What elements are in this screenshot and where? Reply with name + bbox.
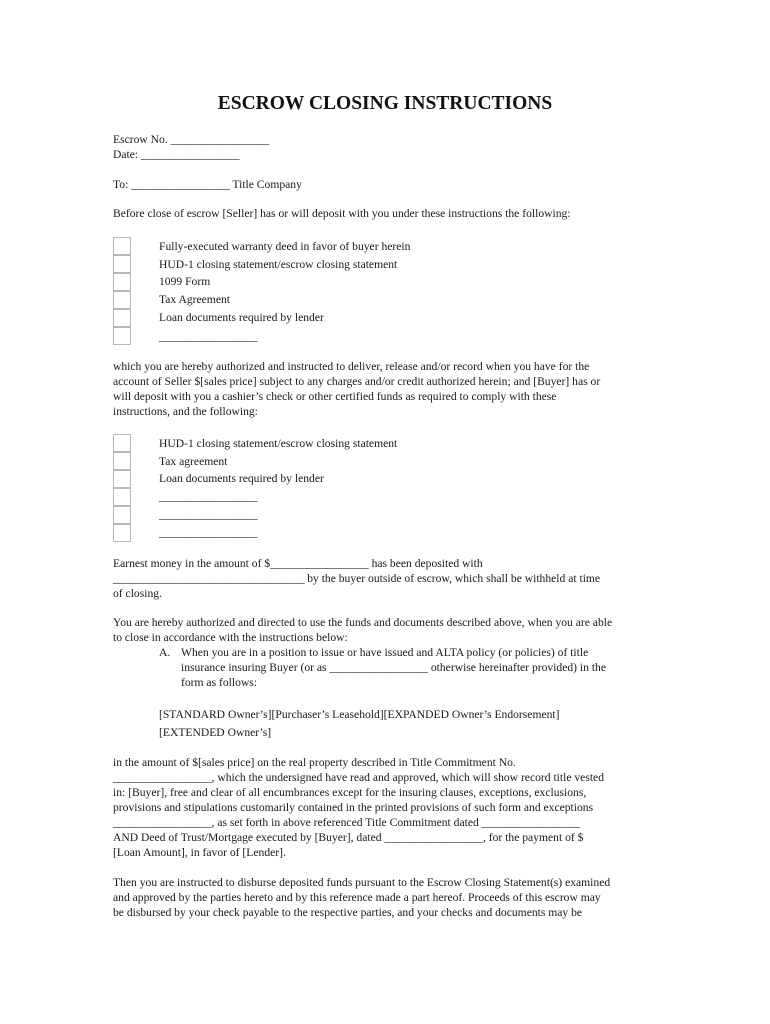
paragraph-line: AND Deed of Trust/Mortgage executed by [Buyer], dated _________________, for the payment of $ — [113, 831, 584, 844]
paragraph-line: in the amount of $[sales price] on the real property described in Title Commitment No. — [113, 756, 516, 769]
checklist-item-label: _________________ — [159, 508, 258, 521]
paragraph-line: and approved by the parties hereto and by this reference made a part hereof. Proceeds of this escrow may — [113, 891, 601, 904]
paragraph-line: which you are hereby authorized and instructed to deliver, release and/or record when you have for the — [113, 360, 590, 373]
paragraph-line: When you are in a position to issue or have issued and ALTA policy (or policies) of title — [181, 646, 589, 659]
checkbox[interactable] — [113, 434, 131, 452]
checklist-item-label: Tax Agreement — [159, 293, 230, 306]
amount-paragraph — [113, 755, 604, 860]
paragraph-line: provisions and stipulations customarily contained in the printed provisions of such form and exceptions — [113, 801, 594, 814]
intro-paragraph: Before close of escrow [Seller] has or will deposit with you under these instructions the following: — [113, 207, 571, 220]
checkbox[interactable] — [113, 488, 131, 506]
item-a-letter: A. — [159, 646, 171, 659]
escrow-number-field: Escrow No. _________________ — [113, 133, 270, 146]
paragraph-line: form as follows: — [181, 676, 257, 689]
title-company-field: To: _________________ Title Company — [113, 178, 302, 191]
paragraph-line: insurance insuring Buyer (or as _________________ otherwise hereinafter provided) in the — [181, 661, 606, 674]
paragraph-line: to close in accordance with the instructions below: — [113, 631, 348, 644]
date-field: Date: _________________ — [113, 148, 240, 161]
checkbox[interactable] — [113, 237, 131, 255]
directed-paragraph — [113, 615, 612, 645]
checklist-item-label: Fully-executed warranty deed in favor of buyer herein — [159, 240, 411, 253]
paragraph-line: _________________________________ by the buyer outside of escrow, which shall be withheld at time — [113, 572, 601, 585]
authorization-paragraph — [113, 359, 600, 419]
paragraph-line: of closing. — [113, 587, 162, 600]
paragraph-line: will deposit with you a cashier’s check or other certified funds as required to comply with these — [113, 390, 557, 403]
checklist-item-label: 1099 Form — [159, 275, 211, 288]
checklist-item-label: HUD-1 closing statement/escrow closing statement — [159, 437, 398, 450]
paragraph-line: [Loan Amount], in favor of [Lender]. — [113, 846, 286, 859]
checklist-item-label: Loan documents required by lender — [159, 472, 324, 485]
paragraph-line: _________________, as set forth in above referenced Title Commitment dated _________________ — [113, 816, 581, 829]
disbursement-paragraph — [113, 875, 610, 920]
paragraph-line: instructions, and the following: — [113, 405, 258, 418]
checkbox[interactable] — [113, 255, 131, 273]
checkbox[interactable] — [113, 524, 131, 542]
paragraph-line: be disbursed by your check payable to the respective parties, and your checks and documents may be — [113, 906, 583, 919]
paragraph-line: Then you are instructed to disburse deposited funds pursuant to the Escrow Closing Statement(s) examined — [113, 876, 611, 889]
checkbox[interactable] — [113, 273, 131, 291]
paragraph-line: You are hereby authorized and directed to use the funds and documents described above, when you are able — [113, 616, 613, 629]
checkbox[interactable] — [113, 327, 131, 345]
checklist-item-label: _________________ — [159, 526, 258, 539]
policy-options: [STANDARD Owner’s][Purchaser’s Leasehold][EXPANDED Owner’s Endorsement] — [159, 708, 560, 721]
paragraph-line: in: [Buyer], free and clear of all encumbrances except for the insuring clauses, exceptions, exclusions, — [113, 786, 587, 799]
checkbox[interactable] — [113, 452, 131, 470]
checkbox[interactable] — [113, 291, 131, 309]
policy-options: [EXTENDED Owner’s] — [159, 726, 272, 739]
checklist-item-label: _________________ — [159, 330, 258, 343]
checkbox[interactable] — [113, 309, 131, 327]
item-a-text — [181, 645, 606, 690]
document-title: ESCROW CLOSING INSTRUCTIONS — [217, 93, 553, 114]
checklist-item-label: Tax agreement — [159, 455, 228, 468]
checkbox[interactable] — [113, 470, 131, 488]
checklist-item-label: _________________ — [159, 490, 258, 503]
checkbox[interactable] — [113, 506, 131, 524]
paragraph-line: account of Seller $[sales price] subject to any charges and/or credit authorized herein; and [Buyer] has or — [113, 375, 601, 388]
earnest-money-paragraph — [113, 556, 600, 601]
paragraph-line: _________________, which the undersigned have read and approved, which will show record title vested — [113, 771, 605, 784]
checklist-item-label: HUD-1 closing statement/escrow closing statement — [159, 258, 398, 271]
checklist-item-label: Loan documents required by lender — [159, 311, 324, 324]
paragraph-line: Earnest money in the amount of $_________________ has been deposited with — [113, 557, 483, 570]
